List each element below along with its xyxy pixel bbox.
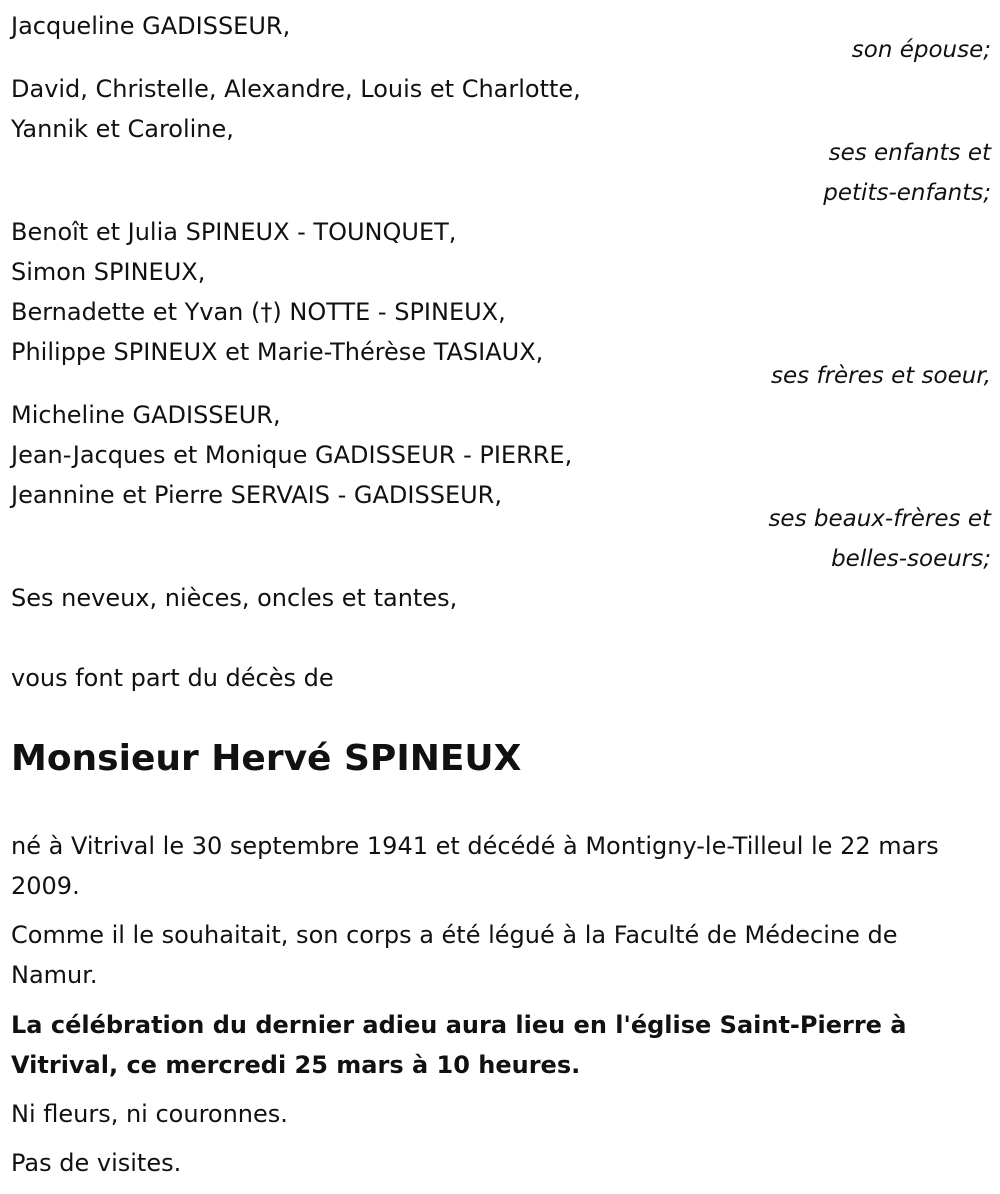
siblings-role: ses frères et soeur, bbox=[771, 363, 991, 389]
ceremony-paragraph: La célébration du dernier adieu aura lieu en l'église Saint-Pierre à Vitrival, ce mercredi 25 mars à 10 heures. bbox=[11, 1011, 907, 1079]
birth-death-paragraph: né à Vitrival le 30 septembre 1941 et décédé à Montigny-le-Tilleul le 22 mars 2009. bbox=[11, 832, 939, 900]
in-law-line-1: Micheline GADISSEUR, bbox=[11, 401, 281, 429]
children-line-1: David, Christelle, Alexandre, Louis et Charlotte, bbox=[11, 75, 581, 103]
sibling-line-2: Simon SPINEUX, bbox=[11, 258, 206, 286]
sibling-line-3: Bernadette et Yvan (†) NOTTE - SPINEUX, bbox=[11, 298, 506, 326]
sibling-line-4: Philippe SPINEUX et Marie-Thérèse TASIAUX, bbox=[11, 338, 544, 366]
body-donation-paragraph: Comme il le souhaitait, son corps a été légué à la Faculté de Médecine de Namur. bbox=[11, 921, 898, 989]
announcement-line: vous font part du décès de bbox=[11, 664, 334, 692]
children-line-2: Yannik et Caroline, bbox=[11, 115, 234, 143]
in-law-line-3: Jeannine et Pierre SERVAIS - GADISSEUR, bbox=[11, 481, 502, 509]
sibling-line-1: Benoît et Julia SPINEUX - TOUNQUET, bbox=[11, 218, 457, 246]
children-role-1: ses enfants et bbox=[828, 140, 991, 166]
in-laws-role-2: belles-soeurs; bbox=[831, 546, 991, 572]
wife-role: son épouse; bbox=[851, 37, 991, 63]
flowers-line: Ni fleurs, ni couronnes. bbox=[11, 1100, 288, 1128]
visits-line: Pas de visites. bbox=[11, 1149, 182, 1177]
children-role-2: petits-enfants; bbox=[823, 180, 991, 206]
wife-name: Jacqueline GADISSEUR, bbox=[11, 12, 291, 40]
relatives-line: Ses neveux, nièces, oncles et tantes, bbox=[11, 584, 458, 612]
in-law-line-2: Jean-Jacques et Monique GADISSEUR - PIERRE, bbox=[11, 441, 573, 469]
deceased-name: Monsieur Hervé SPINEUX bbox=[11, 738, 522, 779]
in-laws-role-1: ses beaux-frères et bbox=[768, 506, 991, 532]
